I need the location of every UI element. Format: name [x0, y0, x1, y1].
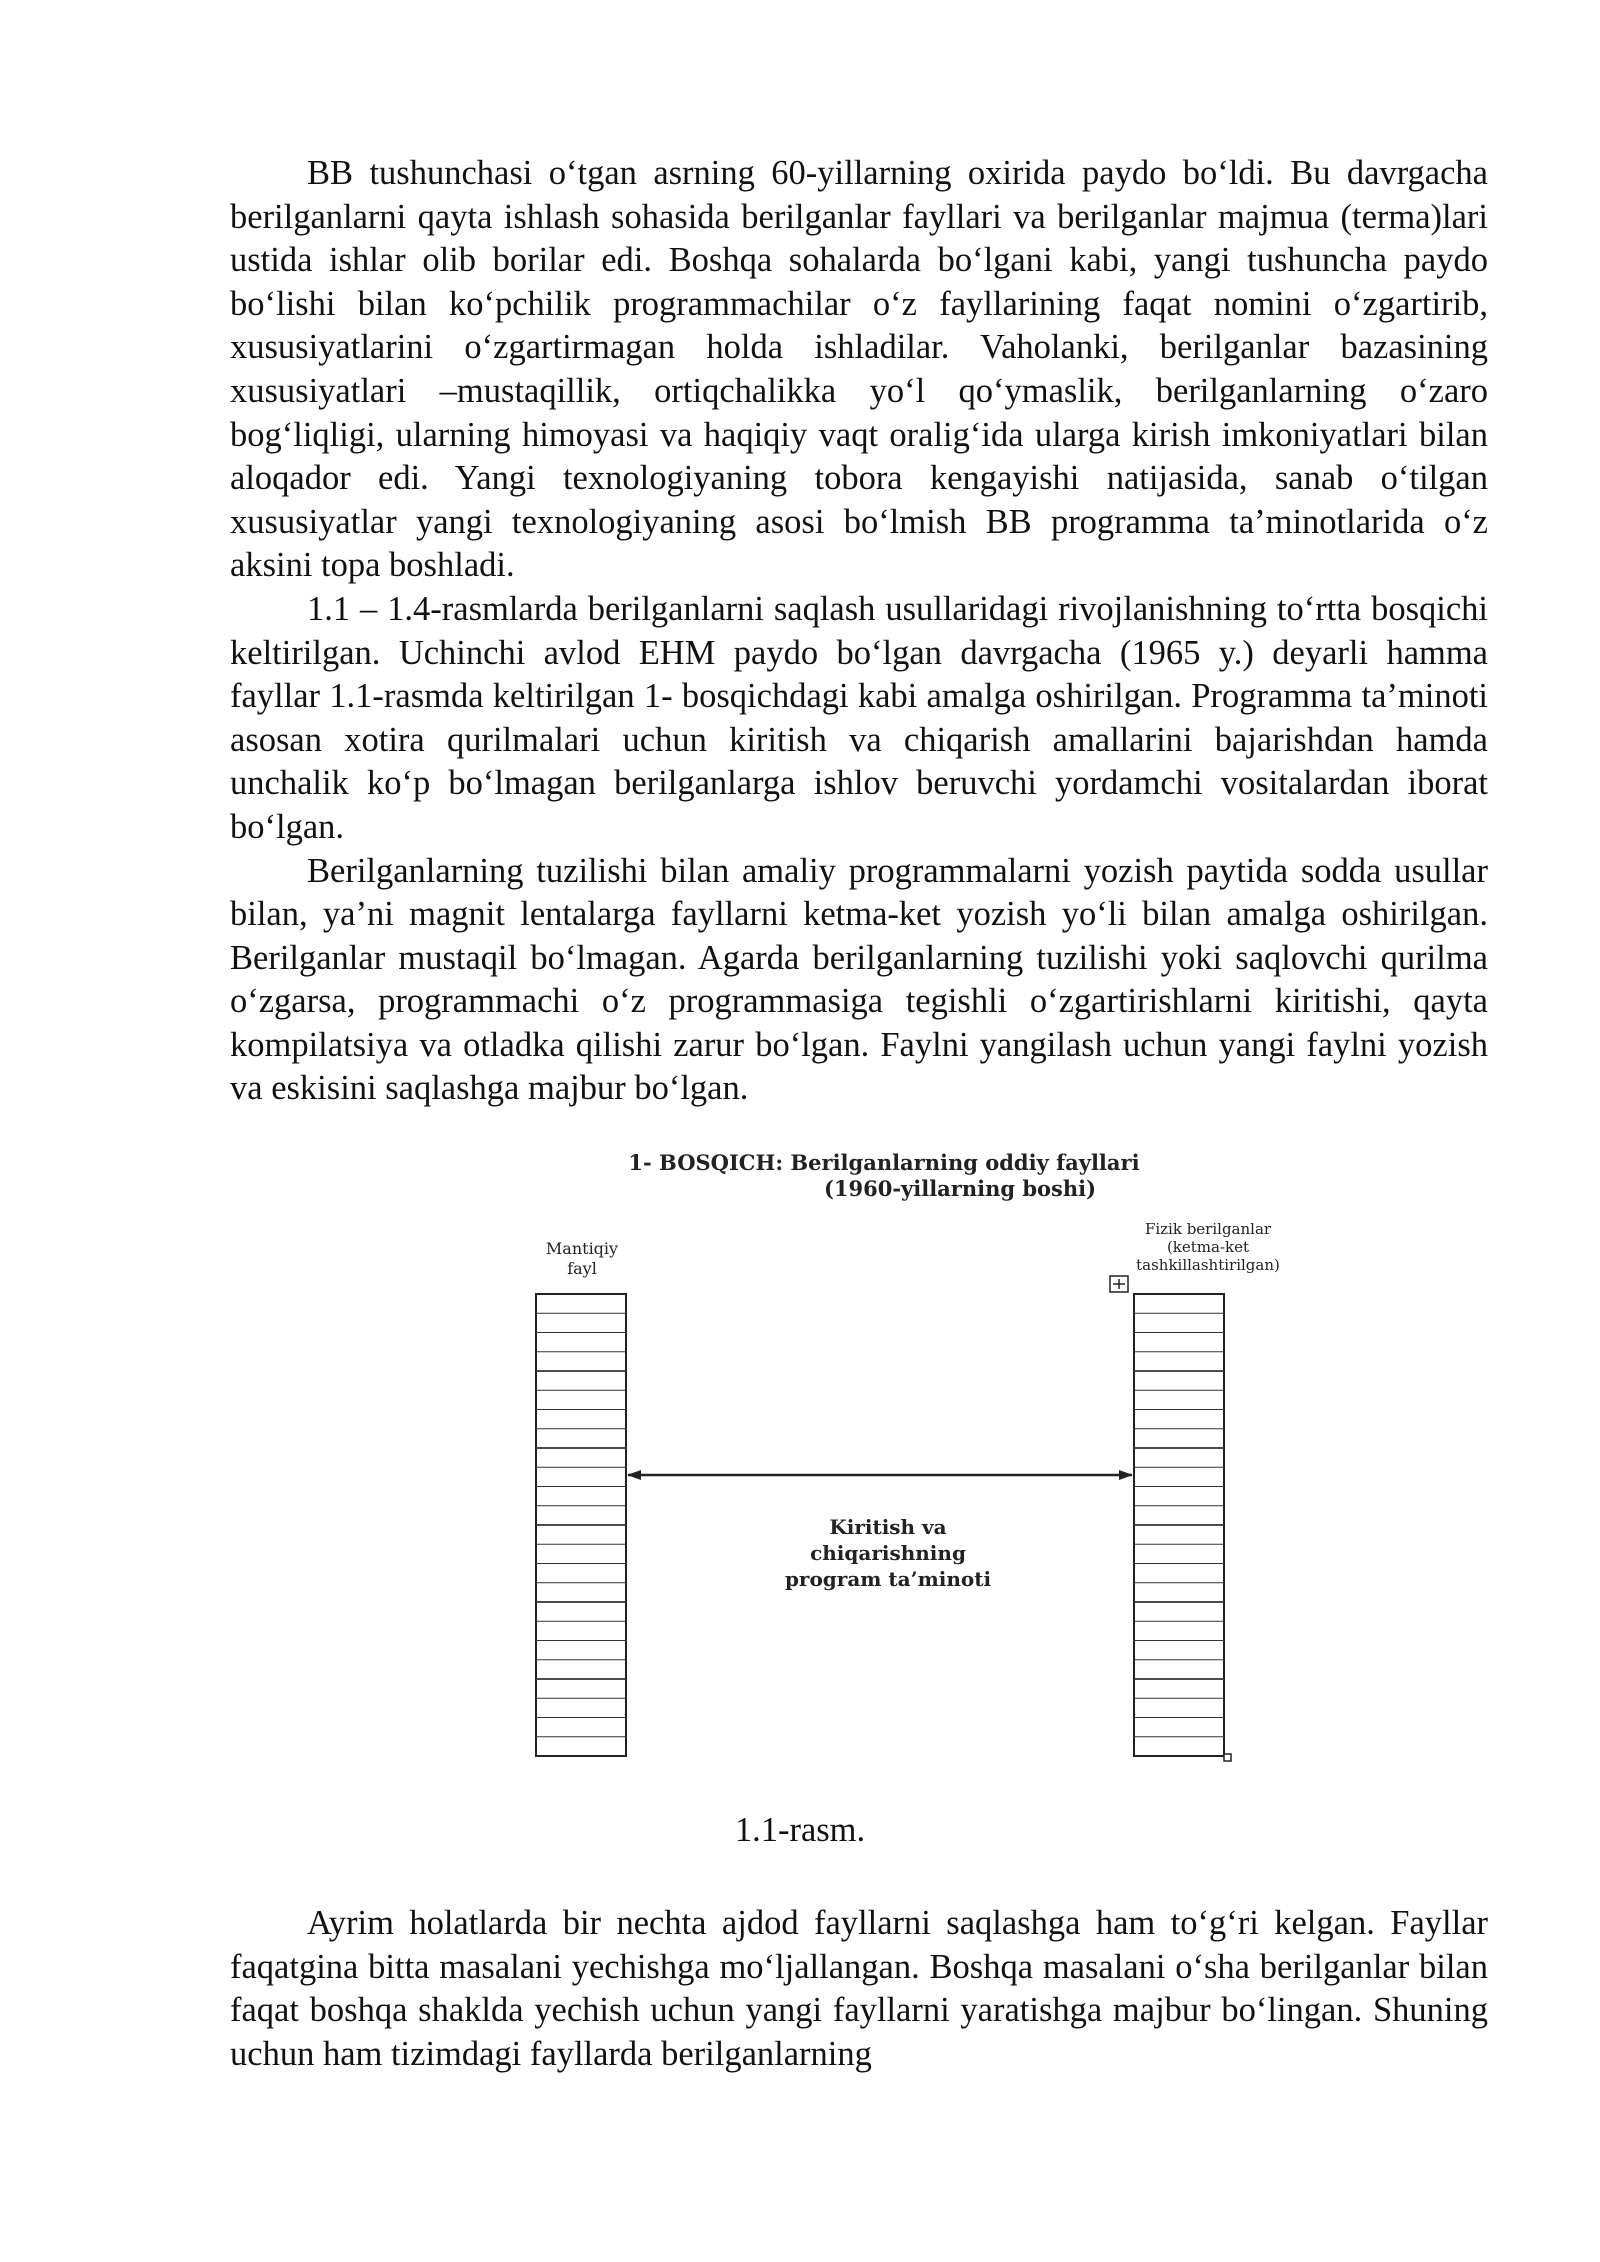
- figure-title-line2: (1960-yillarning boshi): [823, 1176, 1097, 1201]
- right-label-line3: tashkillashtirilgan): [1136, 1256, 1280, 1274]
- figure-caption: 1.1-rasm.: [734, 1811, 866, 1849]
- paragraph: BB tushunchasi o‘tgan asrning 60-yillarning oxirida paydo bo‘ldi. Bu davrgacha berilganlarni qayta ishlash sohasida berilganlar fayllari va berilganlar majmua (terma)lari ustida ishlar olib borilar edi. Boshqa sohalarda bo‘lgani kabi, yangi tushuncha paydo bo‘lishi bilan ko‘pchilik programmachilar o‘z fayllarining faqat nomini o‘zgartirib, xususiyatlarini o‘zgartirmagan holda ishladilar. Vaholanki, berilganlar bazasining xususiyatlari –mustaqillik, ortiqchalikka yo‘l qo‘ymaslik, berilganlarning o‘zaro bog‘liqligi, ularning himoyasi va haqiqiy vaqt oralig‘ida ularga kirish imkoniyatlari bilan aloqador edi. Yangi texnologiyaning tobora kengayishi natijasida, sanab o‘tilgan xususiyatlar yangi texnologiyaning asosi bo‘lmish BB programma ta’minotlarida o‘z aksini topa boshladi.: [230, 154, 1488, 585]
- right-label-line1: Fizik berilganlar: [1144, 1220, 1272, 1238]
- figure-diagram: [520, 1140, 1320, 1780]
- right-label-line2: (ketma-ket: [1166, 1238, 1250, 1256]
- physical-data-stack: [1134, 1294, 1224, 1756]
- body-text-top: [230, 152, 1488, 1111]
- figure-1-1: [520, 1140, 1320, 1780]
- center-label-line3: program ta’minoti: [784, 1567, 992, 1591]
- center-label-line2: chiqarishning: [810, 1541, 966, 1565]
- paragraph: Ayrim holatlarda bir nechta ajdod fayllarni saqlashga ham to‘g‘ri kelgan. Fayllar faqatgina bitta masalani yechishga mo‘ljallangan. Boshqa masalani o‘sha berilganlar bilan faqat boshqa shaklda yechish uchun yangi fayllarni yaratishga majbur bo‘lingan. Shuning uchun ham tizimdagi fayllarda berilganlarning: [230, 1904, 1488, 2073]
- plus-box-icon: [1110, 1276, 1128, 1292]
- left-label-line2: fayl: [567, 1259, 597, 1278]
- logical-file-stack: [536, 1294, 626, 1756]
- body-text-bottom: [230, 1902, 1488, 2076]
- small-end-square: [1224, 1754, 1231, 1761]
- paragraph: Berilganlarning tuzilishi bilan amaliy programmalarni yozish paytida sodda usullar bilan, ya’ni magnit lentalarga fayllarni ketma-ket yozish yo‘li bilan amalga oshirilgan. Berilganlar mustaqil bo‘lmagan. Agarda berilganlarning tuzilishi yoki saqlovchi qurilma o‘zgarsa, programmachi o‘z programmasiga tegishli o‘zgartirishlarni kiritishi, qayta kompilatsiya va otladka qilishi zarur bo‘lgan. Faylni yangilash uchun yangi faylni yozish va eskisini saqlashga majbur bo‘lgan.: [230, 851, 1488, 1108]
- left-label-line1: Mantiqiy: [545, 1239, 619, 1258]
- center-label-line1: Kiritish va: [829, 1515, 947, 1539]
- figure-title-line1: 1- BOSQICH: Berilganlarning oddiy fayllari: [628, 1150, 1140, 1175]
- paragraph: 1.1 – 1.4-rasmlarda berilganlarni saqlash usullaridagi rivojlanishning to‘rtta bosqichi keltirilgan. Uchinchi avlod EHM paydo bo‘lgan davrgacha (1965 y.) deyarli hamma fayllar 1.1-rasmda keltirilgan 1- bosqichdagi kabi amalga oshirilgan. Programma ta’minoti asosan xotira qurilmalari uchun kiritish va chiqarish amallarini bajarishdan hamda unchalik ko‘p bo‘lmagan berilganlarga ishlov beruvchi yordamchi vositalardan iborat bo‘lgan.: [230, 589, 1488, 846]
